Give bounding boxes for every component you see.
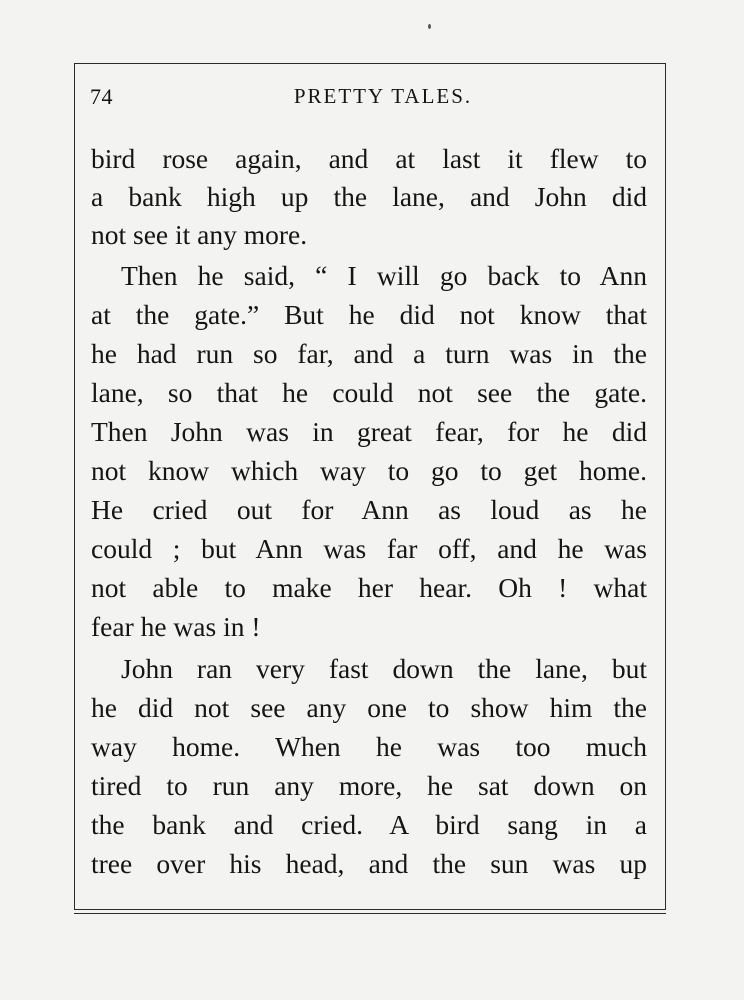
running-head: PRETTY TALES. xyxy=(293,84,473,108)
page-number: 74 xyxy=(90,84,113,109)
text-line: Then he said, “ I will go back to Ann xyxy=(121,260,647,291)
text-line: he did not see any one to show him the xyxy=(91,692,647,723)
text-line: not able to make her hear. Oh ! what xyxy=(91,572,647,603)
ink-speck xyxy=(428,24,431,29)
text-line: way home. When he was too much xyxy=(91,731,647,762)
page-header xyxy=(90,84,650,114)
text-line: lane, so that he could not see the gate. xyxy=(91,377,647,408)
text-line: could ; but Ann was far off, and he was xyxy=(91,533,647,564)
text-line: not know which way to go to get home. xyxy=(91,455,647,486)
text-line: bird rose again, and at last it flew to xyxy=(91,143,647,174)
text-line: Then John was in great fear, for he did xyxy=(91,416,647,447)
text-line: John ran very fast down the lane, but xyxy=(121,653,647,684)
text-line: tree over his head, and the sun was up xyxy=(91,848,647,879)
bottom-rule xyxy=(74,913,666,914)
text-line: not see it any more. xyxy=(91,219,308,250)
text-line: tired to run any more, he sat down on xyxy=(91,770,647,801)
text-line: the bank and cried. A bird sang in a xyxy=(91,809,647,840)
text-line: at the gate.” But he did not know that xyxy=(91,299,647,330)
text-line: He cried out for Ann as loud as he xyxy=(91,494,647,525)
text-line: he had run so far, and a turn was in the xyxy=(91,338,647,369)
text-line: a bank high up the lane, and John did xyxy=(91,181,647,212)
text-line: fear he was in ! xyxy=(91,611,261,642)
